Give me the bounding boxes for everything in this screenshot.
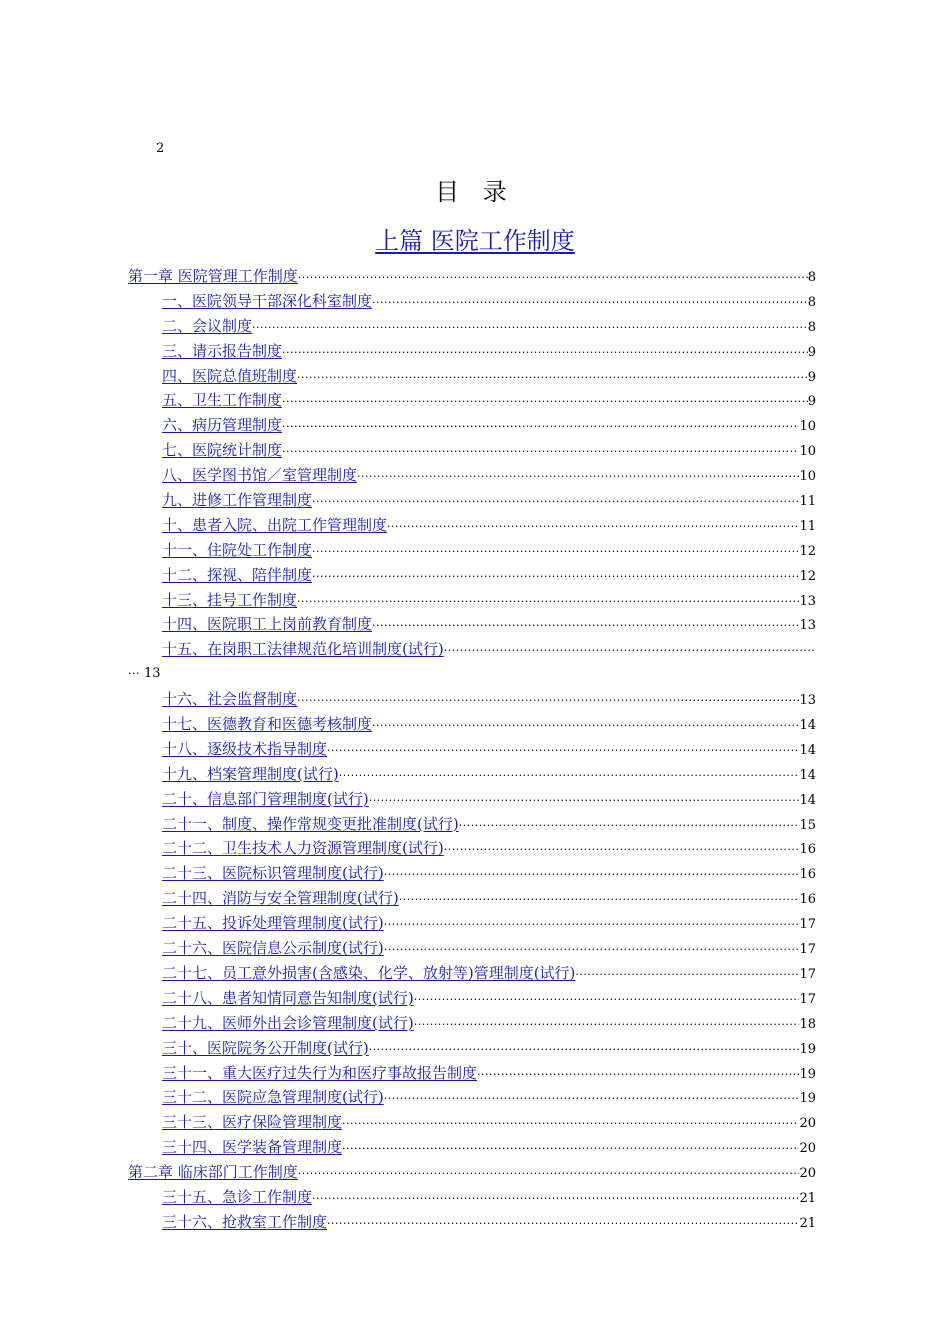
toc-leader-dots (282, 415, 799, 438)
toc-section-link[interactable]: 二十七、员工意外损害(含感染、化学、放射等)管理制度(试行) (162, 963, 576, 982)
toc-leader-dots (357, 465, 799, 488)
toc-leader-dots (372, 291, 808, 314)
toc-entry (128, 1061, 816, 1086)
toc-leader-dots (342, 1112, 799, 1135)
toc-entry (128, 1160, 816, 1185)
toc-page-number: 20 (799, 1141, 816, 1157)
toc-section-link[interactable]: 十八、逐级技术指导制度 (162, 739, 328, 758)
toc-leader-dots (298, 266, 808, 289)
toc-entry (128, 787, 816, 812)
toc-section-link[interactable]: 三十四、医学装备管理制度 (162, 1138, 343, 1157)
toc-entry (128, 538, 816, 563)
toc-entry (128, 812, 816, 837)
toc-entry (128, 588, 816, 613)
toc-leader-dots (298, 1162, 800, 1185)
toc-section-link[interactable]: 三十、医院院务公开制度(试行) (162, 1038, 369, 1057)
toc-page-number: 9 (807, 394, 816, 410)
toc-entry-continuation (128, 662, 816, 687)
toc-entry (128, 986, 816, 1011)
toc-entry (128, 911, 816, 936)
toc-leader-dots (444, 838, 800, 861)
toc-section-link[interactable]: 二十三、医院标识管理制度(试行) (162, 864, 384, 883)
toc-page-number: 16 (799, 867, 816, 883)
toc-chapter-link[interactable]: 第二章 临床部门工作制度 (128, 1163, 298, 1182)
toc-leader-dots (444, 639, 816, 662)
toc-section-link[interactable]: 十、患者入院、出院工作管理制度 (162, 515, 388, 534)
toc-entry (128, 438, 816, 463)
toc-page-number: 10 (799, 419, 816, 435)
toc-leader-dots (327, 739, 799, 762)
toc-section-link[interactable]: 八、医学图书馆／室管理制度 (162, 466, 358, 485)
toc-section-link[interactable]: 二十八、患者知情同意告知制度(试行) (162, 988, 414, 1007)
toc-section-link[interactable]: 二十、信息部门管理制度(试行) (162, 789, 369, 808)
toc-page-number: 14 (799, 718, 816, 734)
toc-section-link[interactable]: 十六、社会监督制度 (162, 690, 298, 709)
toc-leader-dots (459, 814, 800, 837)
toc-leader-dots (282, 440, 799, 463)
toc-page-number: 18 (799, 1016, 816, 1032)
toc-leader-dots (312, 1187, 799, 1210)
toc-leader-dots (399, 888, 800, 911)
toc-page-number: 8 (807, 319, 816, 335)
toc-page-number: 17 (799, 991, 816, 1007)
toc-title: 目 录 (435, 178, 515, 206)
toc-entry (128, 836, 816, 861)
toc-page-number: 13 (799, 693, 816, 709)
toc-entry (128, 861, 816, 886)
toc-section-link[interactable]: 三十五、急诊工作制度 (162, 1187, 313, 1206)
toc-leader-dots (342, 1137, 799, 1160)
toc-leader-dots (387, 515, 799, 538)
toc-leader-dots (384, 863, 800, 886)
toc-entry (128, 1210, 816, 1235)
toc-page-number: 14 (799, 792, 816, 808)
toc-leader-dots (297, 590, 799, 613)
toc-leader-dots (384, 913, 800, 936)
toc-page-number: 11 (799, 494, 816, 510)
toc-page-number: 14 (799, 742, 816, 758)
toc-page-number: 8 (807, 270, 816, 285)
toc-leader-dots (384, 1087, 800, 1110)
toc-leader-dots (372, 714, 799, 737)
toc-page-number: 17 (799, 966, 816, 982)
toc-leader-dots (575, 963, 799, 986)
toc-section-link[interactable]: 二十九、医师外出会诊管理制度(试行) (162, 1013, 414, 1032)
toc-section-link[interactable]: 六、病历管理制度 (162, 416, 283, 435)
toc-section-link[interactable]: 五、卫生工作制度 (162, 391, 283, 410)
toc-section-link[interactable]: 十四、医院职工上岗前教育制度 (162, 615, 373, 634)
toc-leader-dots (297, 689, 799, 712)
toc-page-number: 8 (807, 294, 816, 310)
toc-entry (128, 488, 816, 513)
toc-entry (128, 513, 816, 538)
toc-chapter-link[interactable]: 第一章 医院管理工作制度 (128, 267, 298, 285)
toc-page-number: 16 (799, 892, 816, 908)
toc-page-number: 13 (799, 618, 816, 634)
toc-section-link[interactable]: 三十二、医院应急管理制度(试行) (162, 1088, 384, 1107)
part-title[interactable] (0, 221, 950, 256)
toc-page-number: 17 (799, 942, 816, 958)
toc-page-number: 19 (799, 1041, 816, 1057)
toc-page-number: 19 (799, 1066, 816, 1082)
toc-page-number: 21 (799, 1190, 816, 1206)
toc-section-link[interactable]: 三十六、抢救室工作制度 (162, 1212, 328, 1231)
toc-section-link[interactable]: 十一、住院处工作制度 (162, 540, 313, 559)
toc-page-number: 13 (144, 666, 161, 682)
toc-page-number: 12 (799, 568, 816, 584)
toc-entry (128, 364, 816, 389)
toc-entry (128, 762, 816, 787)
toc-section-link[interactable]: 二十二、卫生技术人力资源管理制度(试行) (162, 839, 444, 858)
toc-entry (128, 936, 816, 961)
toc-page-number: 11 (799, 518, 816, 534)
toc-leader-dots (128, 662, 144, 687)
toc-entry (128, 1036, 816, 1061)
toc-section-link[interactable]: 四、医院总值班制度 (162, 366, 298, 385)
toc-leader-dots (384, 938, 800, 961)
toc-page-number: 19 (799, 1091, 816, 1107)
toc-page-number: 13 (799, 593, 816, 609)
toc-leader-dots (252, 316, 808, 339)
toc-entry (128, 1110, 816, 1135)
toc-entry (128, 1135, 816, 1160)
toc-leader-dots (297, 366, 808, 389)
toc-leader-dots (369, 1038, 800, 1061)
toc-section-link[interactable]: 三十一、重大医疗过失行为和医疗事故报告制度 (162, 1063, 478, 1082)
toc-section-link[interactable]: 十五、在岗职工法律规范化培训制度(试行) (162, 640, 444, 659)
toc-page-number: 17 (799, 917, 816, 933)
toc-entry (128, 712, 816, 737)
toc-entry (128, 463, 816, 488)
toc-page-number: 12 (799, 543, 816, 559)
toc-leader-dots (282, 341, 808, 364)
toc-leader-dots (327, 1212, 799, 1235)
toc-entry (128, 637, 816, 662)
toc-entry (128, 264, 816, 289)
toc-entry (128, 961, 816, 986)
toc-leader-dots (372, 614, 799, 637)
toc-section-link[interactable]: 二十一、制度、操作常规变更批准制度(试行) (162, 814, 459, 833)
toc-leader-dots (312, 565, 799, 588)
toc-page-number: 9 (807, 369, 816, 385)
toc-section-link[interactable]: 九、进修工作管理制度 (162, 491, 313, 510)
toc-section-link[interactable]: 二十五、投诉处理管理制度(试行) (162, 914, 384, 933)
toc-entry (128, 388, 816, 413)
toc-entry (128, 314, 816, 339)
toc-page-number: 9 (807, 344, 816, 360)
toc-section-link[interactable]: 十二、探视、陪伴制度 (162, 565, 313, 584)
toc-page-number: 10 (799, 444, 816, 460)
toc-leader-dots (312, 540, 799, 563)
toc-page-number: 20 (799, 1166, 816, 1182)
part-title-link[interactable]: 上篇 医院工作制度 (375, 227, 575, 255)
toc-entry (128, 1185, 816, 1210)
toc-page-number: 16 (799, 842, 816, 858)
toc-section-link[interactable]: 二十四、消防与安全管理制度(试行) (162, 889, 399, 908)
toc-section-link[interactable]: 三、请示报告制度 (162, 341, 283, 360)
toc-entry (128, 563, 816, 588)
toc-section-link[interactable]: 二、会议制度 (162, 316, 253, 335)
toc-leader-dots (414, 988, 800, 1011)
toc-entry (128, 413, 816, 438)
toc-section-link[interactable]: 十九、档案管理制度(试行) (162, 764, 339, 783)
toc-leader-dots (282, 390, 808, 413)
toc-entry (128, 1085, 816, 1110)
toc-section-link[interactable]: 二十六、医院信息公示制度(试行) (162, 939, 384, 958)
toc-page-number: 21 (799, 1215, 816, 1231)
toc-entry (128, 687, 816, 712)
toc-entry (128, 737, 816, 762)
toc-section-link[interactable]: 七、医院统计制度 (162, 441, 283, 460)
toc-leader-dots (414, 1013, 800, 1036)
toc-leader-dots (477, 1063, 799, 1086)
toc-leader-dots (312, 490, 799, 513)
toc-entry (128, 612, 816, 637)
toc-page-number: 15 (799, 817, 816, 833)
toc-section-link[interactable]: 三十三、医疗保险管理制度 (162, 1113, 343, 1132)
toc-section-link[interactable]: 十三、挂号工作制度 (162, 590, 298, 609)
toc-entry (128, 886, 816, 911)
toc-entry (128, 339, 816, 364)
toc-section-link[interactable]: 十七、医德教育和医德考核制度 (162, 715, 373, 734)
page-number: 2 (156, 141, 165, 156)
toc-page-number: 10 (799, 469, 816, 485)
toc-page-number: 14 (799, 767, 816, 783)
toc-leader-dots (339, 764, 800, 787)
toc-leader-dots (369, 789, 800, 812)
table-of-contents (128, 264, 816, 1235)
toc-section-link[interactable]: 一、医院领导干部深化科室制度 (162, 291, 373, 310)
toc-entry (128, 1011, 816, 1036)
toc-entry (128, 289, 816, 314)
toc-page-number: 20 (799, 1116, 816, 1132)
